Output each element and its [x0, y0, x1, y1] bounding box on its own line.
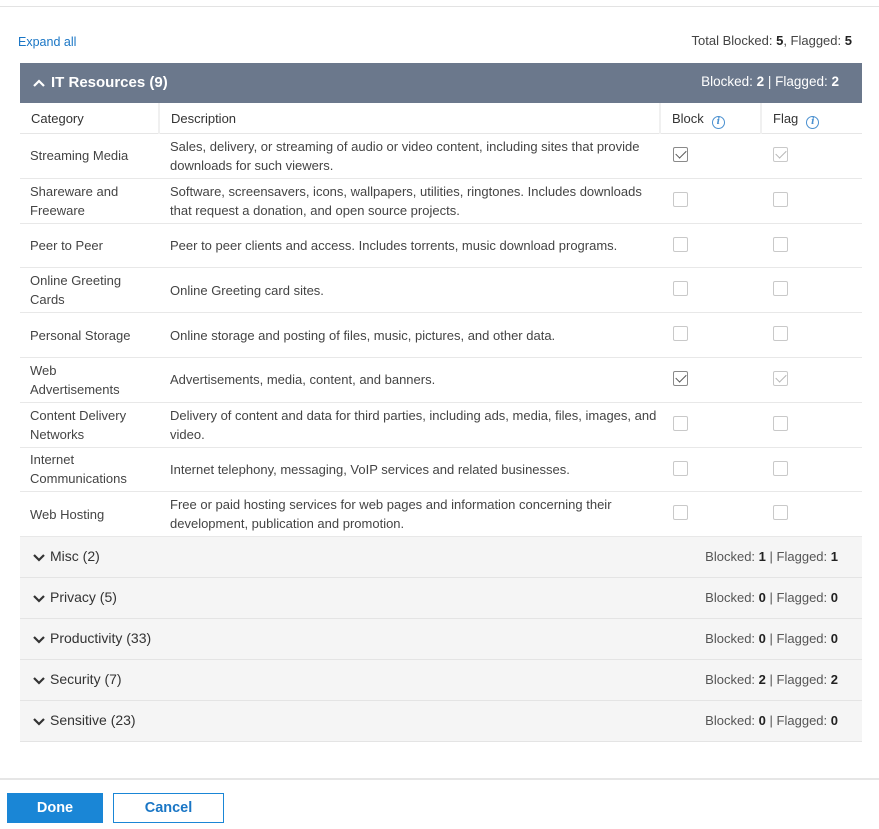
category-name: Streaming Media	[30, 148, 129, 164]
table-row	[20, 358, 862, 403]
category-name: Content Delivery Networks	[30, 407, 127, 442]
category-panel	[20, 63, 862, 742]
category-description: Online Greeting card sites.	[170, 282, 324, 298]
category-name: Internet Communications	[30, 452, 127, 487]
group-stats: Blocked: 1 | Flagged: 1	[705, 549, 838, 565]
category-description: Internet telephony, messaging, VoIP services and related businesses.	[170, 461, 570, 477]
category-description: Online storage and posting of files, music, pictures, and other data.	[170, 327, 556, 343]
footer-divider	[0, 778, 879, 780]
block-checkbox[interactable]	[673, 416, 688, 431]
block-checkbox[interactable]	[673, 147, 688, 162]
flag-checkbox[interactable]	[773, 505, 788, 520]
table-header	[20, 103, 862, 134]
category-name: Personal Storage	[30, 327, 131, 343]
column-flag: Flag i	[762, 103, 862, 134]
toolbar	[18, 33, 852, 51]
collapsed-groups	[20, 537, 862, 742]
category-description: Free or paid hosting services for web pages and information concerning their development, publication and promotion.	[170, 497, 612, 532]
category-name: Shareware and Freeware	[30, 183, 119, 218]
collapsed-group-header[interactable]	[20, 578, 862, 619]
chevron-down-icon[interactable]	[32, 591, 46, 605]
group-stats: Blocked: 2 | Flagged: 2	[705, 672, 838, 688]
flag-checkbox[interactable]	[773, 192, 788, 207]
chevron-down-icon[interactable]	[32, 632, 46, 646]
flag-checkbox[interactable]	[773, 237, 788, 252]
group-header-it-resources[interactable]	[20, 63, 862, 103]
chevron-down-icon[interactable]	[32, 550, 46, 564]
group-stats: Blocked: 0 | Flagged: 0	[705, 631, 838, 647]
group-title: IT Resources (9)	[51, 74, 168, 91]
column-category: Category	[20, 103, 160, 134]
flag-checkbox[interactable]	[773, 371, 788, 386]
done-button[interactable]: Done	[7, 793, 103, 823]
table-row	[20, 492, 862, 537]
column-block: Block i	[661, 103, 762, 134]
block-checkbox[interactable]	[673, 326, 688, 341]
total-blocked-count: 5	[776, 33, 784, 48]
flag-checkbox[interactable]	[773, 416, 788, 431]
category-name: Web Advertisements	[30, 362, 120, 397]
category-name: Web Hosting	[30, 506, 105, 522]
table-row	[20, 448, 862, 493]
block-checkbox[interactable]	[673, 461, 688, 476]
collapsed-group-header[interactable]	[20, 660, 862, 701]
block-checkbox[interactable]	[673, 281, 688, 296]
category-description: Sales, delivery, or streaming of audio or video content, including sites that provide downloads for such viewers.	[170, 138, 640, 173]
collapsed-group-header[interactable]	[20, 619, 862, 660]
category-description: Peer to peer clients and access. Includes torrents, music download programs.	[170, 237, 618, 253]
table-row	[20, 313, 862, 358]
group-title: Sensitive (23)	[50, 712, 136, 729]
cancel-button[interactable]: Cancel	[113, 793, 224, 823]
info-icon[interactable]: i	[806, 116, 819, 129]
top-divider	[0, 0, 879, 7]
category-name: Peer to Peer	[30, 237, 103, 253]
group-stats: Blocked: 2 | Flagged: 2	[701, 74, 839, 89]
collapsed-group-header[interactable]	[20, 701, 862, 742]
group-title: Productivity (33)	[50, 630, 152, 647]
group-stats: Blocked: 0 | Flagged: 0	[705, 713, 838, 729]
group-title: Security (7)	[50, 671, 122, 688]
total-summary: Total Blocked: 5, Flagged: 5	[691, 33, 852, 48]
category-description: Advertisements, media, content, and banners.	[170, 372, 436, 388]
flag-checkbox[interactable]	[773, 461, 788, 476]
group-title: Misc (2)	[50, 548, 100, 565]
chevron-down-icon[interactable]	[32, 714, 46, 728]
group-stats: Blocked: 0 | Flagged: 0	[705, 590, 838, 606]
table-row	[20, 403, 862, 448]
block-checkbox[interactable]	[673, 192, 688, 207]
category-rows	[20, 134, 862, 537]
column-description: Description	[160, 103, 661, 134]
flag-checkbox[interactable]	[773, 281, 788, 296]
total-flagged-count: 5	[844, 33, 852, 48]
group-title: Privacy (5)	[50, 589, 117, 606]
table-row	[20, 134, 862, 179]
collapsed-group-header[interactable]	[20, 537, 862, 578]
category-description: Delivery of content and data for third parties, including ads, media, files, images, and video.	[170, 407, 657, 442]
table-row	[20, 179, 862, 224]
chevron-up-icon[interactable]	[32, 76, 46, 90]
block-checkbox[interactable]	[673, 505, 688, 520]
category-description: Software, screensavers, icons, wallpapers, utilities, ringtones. Includes downloads that request a donation, and open source projects.	[170, 183, 642, 218]
flag-checkbox[interactable]	[773, 326, 788, 341]
chevron-down-icon[interactable]	[32, 673, 46, 687]
flag-checkbox[interactable]	[773, 147, 788, 162]
expand-all-link[interactable]: Expand all	[18, 35, 77, 49]
table-row	[20, 224, 862, 269]
block-checkbox[interactable]	[673, 237, 688, 252]
table-row	[20, 268, 862, 313]
block-checkbox[interactable]	[673, 371, 688, 386]
info-icon[interactable]: i	[712, 116, 725, 129]
category-name: Online Greeting Cards	[30, 273, 122, 308]
